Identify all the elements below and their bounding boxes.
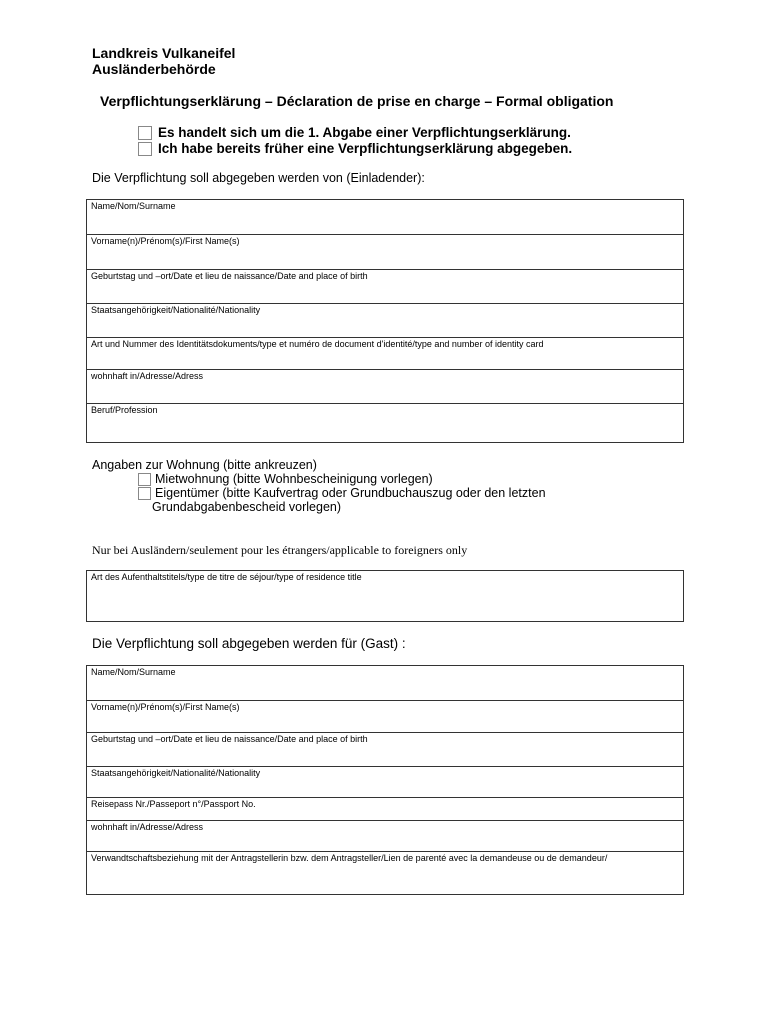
guest-nationality-field[interactable]: Staatsangehörigkeit/Nationalité/Nationality: [87, 767, 683, 798]
guest-relationship-field[interactable]: Verwandtschaftsbeziehung mit der Antragstellerin bzw. dem Antragsteller/Lien de parenté avec la demandeuse ou de demandeur/: [91, 853, 608, 863]
inviter-intro: Die Verpflichtung soll abgegeben werden von (Einladender):: [92, 171, 425, 185]
foreigners-note: Nur bei Ausländern/seulement pour les étrangers/applicable to foreigners only: [92, 543, 468, 557]
guest-address-field[interactable]: wohnhaft in/Adresse/Adress: [87, 821, 683, 852]
owner-option[interactable]: [138, 486, 546, 500]
residence-table: [86, 570, 684, 622]
residence-title-field[interactable]: Art des Aufenthaltstitels/type de titre de séjour/type of residence title: [91, 572, 362, 582]
first-declaration-label: Es handelt sich um die 1. Abgabe einer Verpflichtungserklärung.: [158, 125, 571, 140]
previous-declaration-checkbox[interactable]: [138, 142, 152, 156]
form-title: Verpflichtungserklärung – Déclaration de prise en charge – Formal obligation: [100, 93, 614, 109]
authority-name: Landkreis Vulkaneifel: [92, 45, 236, 61]
inviter-birth-field[interactable]: Geburtstag und –ort/Date et lieu de naissance/Date and place of birth: [87, 270, 683, 304]
guest-surname-field[interactable]: Name/Nom/Surname: [87, 666, 683, 701]
owner-label: Eigentümer (bitte Kaufvertrag oder Grundbuchauszug oder den letzten: [155, 486, 546, 500]
owner-label-continued: Grundabgabenbescheid vorlegen): [152, 500, 342, 514]
guest-intro: Die Verpflichtung soll abgegeben werden für (Gast) :: [92, 636, 406, 651]
first-declaration-option[interactable]: [138, 125, 571, 140]
authority-department: Ausländerbehörde: [92, 61, 216, 77]
guest-passport-field[interactable]: Reisepass Nr./Passeport n°/Passport No.: [87, 798, 683, 821]
inviter-nationality-field[interactable]: Staatsangehörigkeit/Nationalité/Nationality: [87, 304, 683, 338]
rental-option[interactable]: [138, 472, 433, 486]
guest-table: [86, 665, 684, 895]
housing-label: Angaben zur Wohnung (bitte ankreuzen): [92, 458, 317, 472]
rental-checkbox[interactable]: [138, 473, 151, 486]
inviter-profession-field[interactable]: Beruf/Profession: [91, 405, 158, 415]
guest-first-name-field[interactable]: Vorname(n)/Prénom(s)/First Name(s): [87, 701, 683, 733]
guest-birth-field[interactable]: Geburtstag und –ort/Date et lieu de naissance/Date and place of birth: [87, 733, 683, 767]
inviter-first-name-field[interactable]: Vorname(n)/Prénom(s)/First Name(s): [87, 235, 683, 270]
previous-declaration-option[interactable]: [138, 141, 572, 156]
inviter-surname-field[interactable]: Name/Nom/Surname: [87, 200, 683, 235]
rental-label: Mietwohnung (bitte Wohnbescheinigung vorlegen): [155, 472, 433, 486]
inviter-table: [86, 199, 684, 443]
first-declaration-checkbox[interactable]: [138, 126, 152, 140]
previous-declaration-label: Ich habe bereits früher eine Verpflichtungserklärung abgegeben.: [158, 141, 573, 156]
inviter-id-document-field[interactable]: Art und Nummer des Identitätsdokuments/type et numéro de document d'identité/type and number of identity card: [87, 338, 683, 370]
owner-checkbox[interactable]: [138, 487, 151, 500]
inviter-address-field[interactable]: wohnhaft in/Adresse/Adress: [87, 370, 683, 404]
